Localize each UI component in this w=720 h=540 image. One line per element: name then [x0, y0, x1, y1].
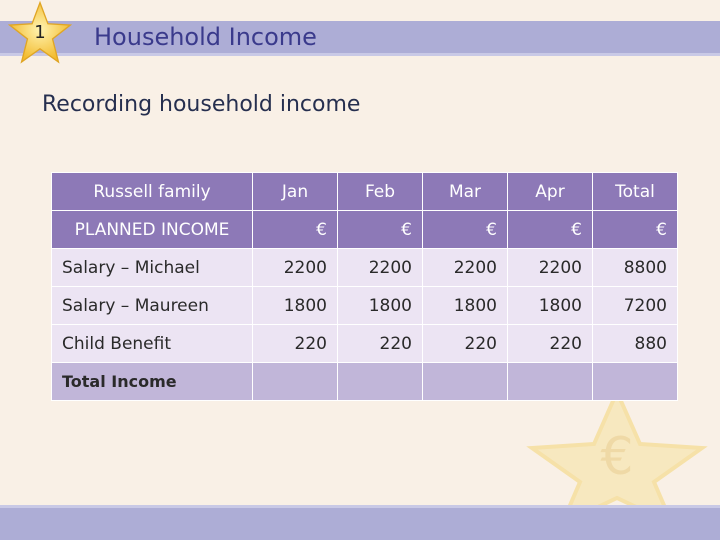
total-income-label: Total Income — [52, 363, 253, 401]
currency-cell: € — [338, 211, 423, 249]
table-cell: 2200 — [423, 249, 508, 287]
table-cell: 2200 — [253, 249, 338, 287]
table-cell: 220 — [423, 325, 508, 363]
total-cell[interactable] — [593, 363, 678, 401]
table-cell: 7200 — [593, 287, 678, 325]
total-cell[interactable] — [508, 363, 593, 401]
title-bar-edge — [0, 53, 720, 56]
table-cell: 220 — [508, 325, 593, 363]
slide-number: 1 — [34, 22, 46, 43]
table-cell: 1800 — [508, 287, 593, 325]
page-title: Household Income — [94, 23, 317, 51]
month-header: Apr — [508, 173, 593, 211]
table-cell: 1800 — [338, 287, 423, 325]
total-income-row — [52, 363, 678, 401]
footer-bar — [0, 508, 720, 540]
row-label: Child Benefit — [52, 325, 253, 363]
table-cell: 220 — [338, 325, 423, 363]
subtitle: Recording household income — [42, 92, 361, 117]
total-cell[interactable] — [423, 363, 508, 401]
currency-cell: € — [423, 211, 508, 249]
euro-star-watermark-icon — [522, 384, 712, 524]
month-header: Jan — [253, 173, 338, 211]
row-label: Salary – Maureen — [52, 287, 253, 325]
row-label: Salary – Michael — [52, 249, 253, 287]
month-header: Mar — [423, 173, 508, 211]
month-header: Feb — [338, 173, 423, 211]
table-cell: 220 — [253, 325, 338, 363]
table-cell: 2200 — [508, 249, 593, 287]
table-cell: 2200 — [338, 249, 423, 287]
family-name-header: Russell family — [52, 173, 253, 211]
currency-cell: € — [253, 211, 338, 249]
total-cell[interactable] — [338, 363, 423, 401]
table-cell: 8800 — [593, 249, 678, 287]
table-cell: 880 — [593, 325, 678, 363]
currency-cell: € — [508, 211, 593, 249]
table-row — [52, 287, 678, 325]
table-header-row — [52, 173, 678, 211]
table-row — [52, 249, 678, 287]
planned-income-label: PLANNED INCOME — [52, 211, 253, 249]
currency-cell: € — [593, 211, 678, 249]
watermark-euro-symbol: € — [600, 427, 634, 487]
income-table — [51, 172, 678, 401]
table-cell: 1800 — [253, 287, 338, 325]
total-cell[interactable] — [253, 363, 338, 401]
table-row — [52, 325, 678, 363]
table-cell: 1800 — [423, 287, 508, 325]
currency-row — [52, 211, 678, 249]
total-header: Total — [593, 173, 678, 211]
